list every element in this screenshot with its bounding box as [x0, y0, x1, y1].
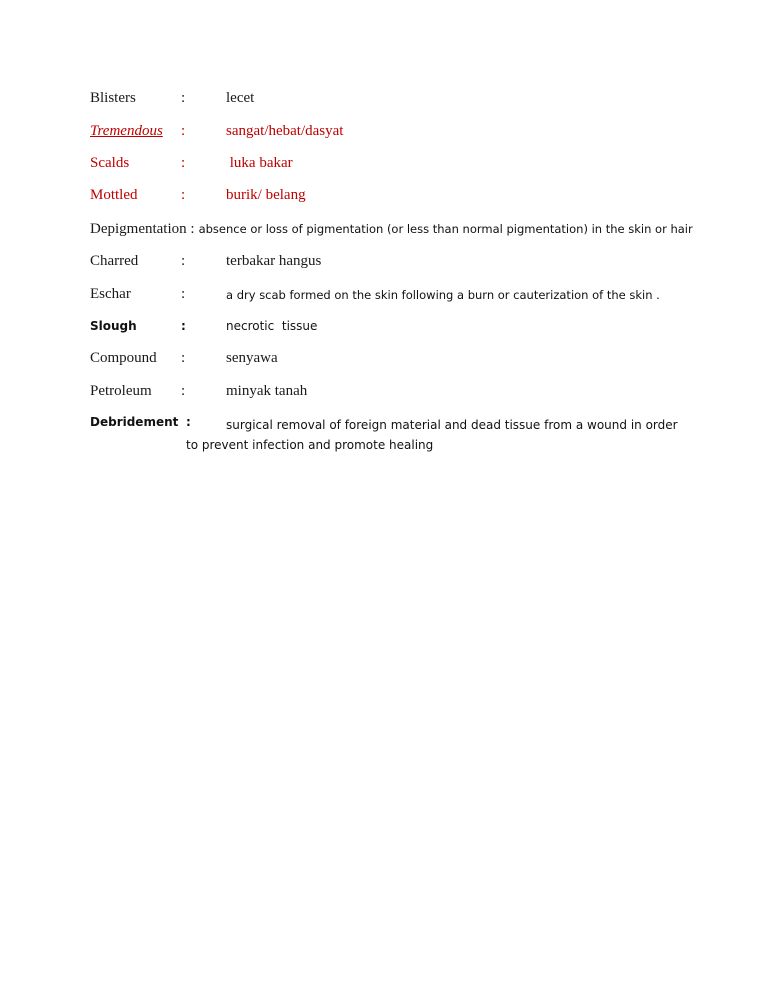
- term: Charred: [90, 253, 139, 269]
- definition: lecet: [226, 90, 255, 106]
- term: Eschar: [90, 286, 131, 302]
- definition: surgical removal of foreign material and dead tissue from a wound in order to prevent infection and promote healing: [186, 418, 678, 452]
- colon: :: [181, 253, 186, 269]
- definition: absence or loss of pigmentation (or less than normal pigmentation) in the skin or hair: [198, 222, 693, 236]
- glossary-entry-depigmentation: [90, 220, 693, 238]
- colon: :: [181, 350, 186, 366]
- term: Compound: [90, 350, 157, 366]
- term: Petroleum: [90, 383, 152, 399]
- definition: sangat/hebat/dasyat: [226, 123, 344, 139]
- term: Blisters: [90, 90, 136, 106]
- term: Tremendous: [90, 123, 163, 139]
- definition: luka bakar: [226, 155, 293, 171]
- definition: senyawa: [226, 350, 278, 366]
- colon: :: [181, 90, 186, 106]
- glossary-entry-debridement: [90, 415, 690, 459]
- term: Mottled: [90, 187, 138, 203]
- term: Slough: [90, 319, 137, 333]
- definition: burik/ belang: [226, 187, 306, 203]
- term: Debridement: [90, 415, 179, 429]
- definition: a dry scab formed on the skin following a burn or cauterization of the skin .: [226, 288, 660, 302]
- term: Depigmentation :: [90, 221, 195, 237]
- colon: :: [181, 187, 186, 203]
- colon: :: [181, 383, 186, 399]
- definition: minyak tanah: [226, 383, 308, 399]
- definition: necrotic tissue: [226, 319, 318, 333]
- colon: :: [181, 123, 186, 139]
- colon: :: [181, 286, 186, 302]
- colon: :: [181, 155, 186, 171]
- colon: :: [186, 415, 191, 429]
- term: Scalds: [90, 155, 130, 171]
- definition: terbakar hangus: [226, 253, 322, 269]
- colon: :: [181, 319, 186, 333]
